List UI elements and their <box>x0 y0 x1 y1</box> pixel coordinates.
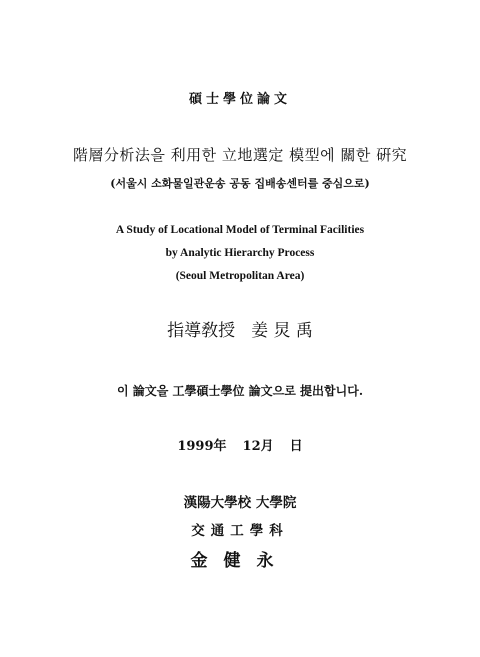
thesis-subtitle-korean: (서울시 소화물일관운송 공동 집배송센터를 중심으로) <box>110 177 370 190</box>
thesis-title-english-line-3: (Seoul Metropolitan Area) <box>175 270 305 282</box>
degree-label: 碩士學位論文 <box>188 92 291 107</box>
advisor-title: 指導敎授 <box>167 321 236 341</box>
submission-statement: 이 論文을 工學碩士學位 論文으로 提出합니다. <box>116 384 364 398</box>
date-year: 1999年 <box>177 439 227 454</box>
author-name: 金健永 <box>190 551 290 571</box>
thesis-title-english-line-1: A Study of Locational Model of Terminal Facilities <box>115 224 365 236</box>
university-name: 漢陽大學校 大學院 <box>183 495 297 511</box>
date-day: 日 <box>289 439 303 454</box>
advisor-name: 姜 炅 禹 <box>251 321 313 341</box>
department-name: 交通工學科 <box>191 523 289 539</box>
date-month: 12月 <box>242 439 274 454</box>
advisor-line <box>0 323 480 340</box>
thesis-title-english-line-2: by Analytic Hierarchy Process <box>165 247 315 259</box>
thesis-title-korean: 階層分析法을 利用한 立地選定 模型에 關한 硏究 <box>72 146 408 164</box>
submission-date <box>0 440 480 453</box>
